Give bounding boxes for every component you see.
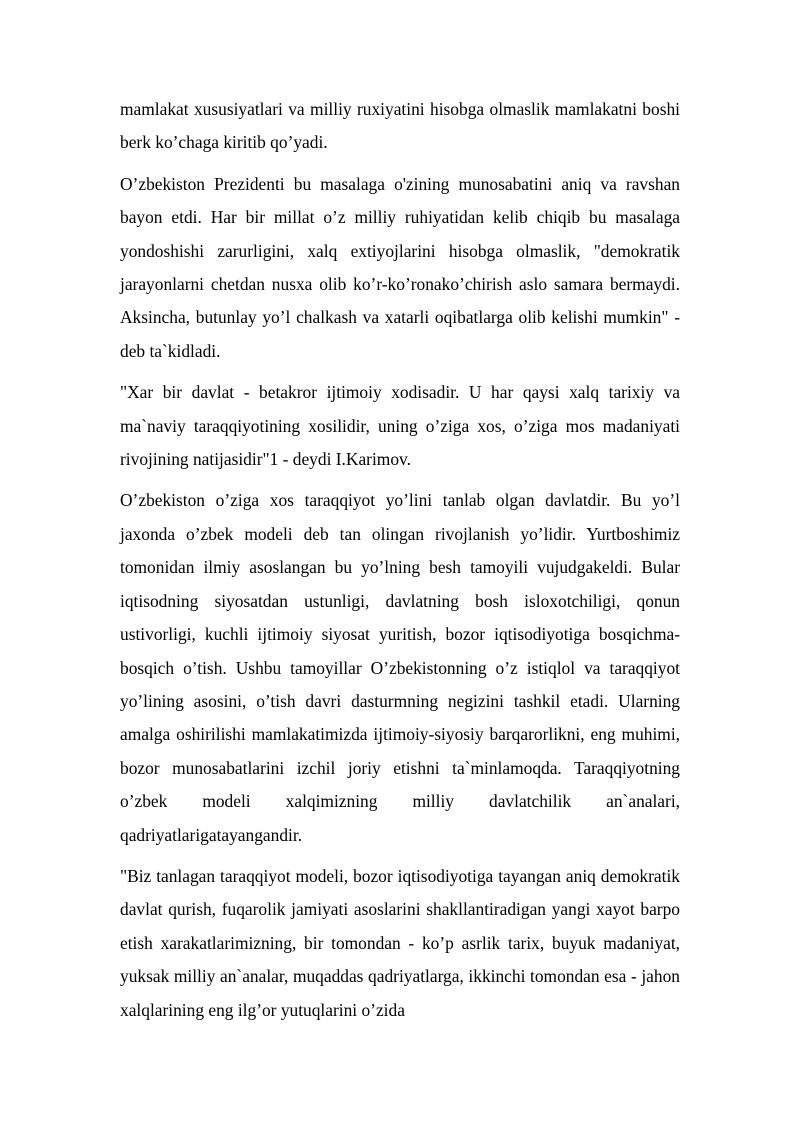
paragraph-2: O’zbekiston Prezidenti bu masalaga o'zining munosabatini aniq va ravshan bayon etdi. Har bir millat o’z milliy ruhiyatidan kelib chiqib bu masalaga yondoshishi zarurligini, xalq extiyojlarini hisobga olmaslik, "demokratik jarayonlarni chetdan nusxa olib ko’r-ko’ronako’chirish aslo samara bermaydi. Aksincha, butunlay yo’l chalkash va xatarli oqibatlarga olib kelishi mumkin" - deb ta`kidladi.: [120, 173, 680, 361]
paragraph-5: "Biz tanlagan taraqqiyot modeli, bozor iqtisodiyotiga tayangan aniq demokratik davlat qurish, fuqarolik jamiyati asoslarini shakllantiradigan yangi xayot barpo etish xarakatlarimizning, bir tomondan - ko’p asrlik tarix, buyuk madaniyat, yuksak milliy an`analar, muqaddas qadriyatlarga, ikkinchi tomondan esa - jahon xalqlarining eng ilg’or yutuqlarini o’zida: [120, 865, 680, 1020]
paragraph-1: mamlakat xususiyatlari va milliy ruxiyatini hisobga olmaslik mamlakatni boshi berk ko’chaga kiritib qo’yadi.: [120, 99, 680, 153]
paragraph-3: "Xar bir davlat - betakror ijtimoiy xodisadir. U har qaysi xalq tarixiy va ma`naviy taraqqiyotining xosilidir, uning o’ziga xos, o’ziga mos madaniyati rivojining natijasidir"1 - deydi I.Karimov.: [120, 382, 680, 470]
paragraph-4: O’zbekiston o’ziga xos taraqqiyot yo’lini tanlab olgan davlatdir. Bu yo’l jaxonda o’zbek modeli deb tan olingan rivojlanish yo’lidir. Yurtboshimiz tomonidan ilmiy asoslangan bu yo’lning besh tamoyili vujudgakeldi. Bular iqtisodning siyosatdan ustunligi, davlatning bosh isloxotchiligi, qonun ustivorligi, kuchli ijtimoiy siyosat yuritish, bozor iqtisodiyotiga bosqichma-bosqich o’tish. Ushbu tamoyillar O’zbekistonning o’z istiqlol va taraqqiyot yo’lining asosini, o’tish davri dasturmning negizini tashkil etadi. Ularning amalga oshirilishi mamlakatimizda ijtimoiy-siyosiy barqarorlikni, eng muhimi, bozor munosabatlarini izchil joriy etishni ta`minlamoqda. Taraqqiyotning o’zbek modeli xalqimizning milliy davlatchilik an`analari, qadriyatlarigatayangandir.: [120, 490, 680, 845]
document-page: [120, 93, 680, 1035]
